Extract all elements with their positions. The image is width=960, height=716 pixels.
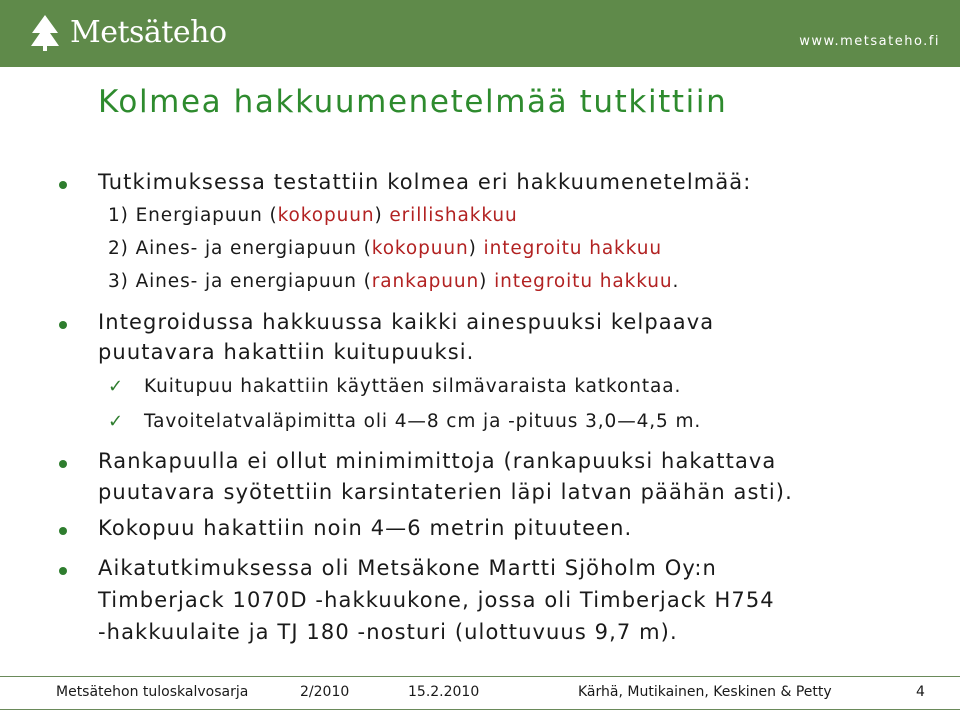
bullet-icon	[59, 181, 67, 189]
bullet-icon	[59, 321, 67, 329]
method-item-1: 1) Energiapuun (kokopuun) erillishakkuu	[108, 205, 518, 226]
footer-series: Metsätehon tuloskalvosarja	[56, 684, 249, 700]
header-bar	[0, 0, 960, 67]
checkmark-icon: ✓	[108, 411, 124, 432]
bullet-icon	[59, 527, 67, 535]
study-text-1: Aikatutkimuksessa oli Metsäkone Martti Sjöholm Oy:n	[98, 556, 717, 580]
website-link[interactable]: www.metsateho.fi	[799, 34, 940, 49]
kokopuu-text: Kokopuu hakattiin noin 4—6 metrin pituuteen.	[98, 516, 633, 540]
study-text-3: -hakkuulaite ja TJ 180 -nosturi (ulottuvuus 9,7 m).	[98, 620, 678, 644]
intro-text: Tutkimuksessa testattiin kolmea eri hakkuumenetelmää:	[98, 170, 752, 194]
footer-date: 15.2.2010	[408, 684, 480, 700]
page-title: Kolmea hakkuumenetelmää tutkittiin	[98, 84, 728, 120]
bullet-icon	[59, 567, 67, 575]
method-item-2: 2) Aines- ja energiapuun (kokopuun) integroitu hakkuu	[108, 238, 662, 259]
logo	[28, 12, 227, 52]
footer-authors: Kärhä, Mutikainen, Keskinen & Petty	[578, 684, 832, 700]
check-item-2: Tavoitelatvaläpimitta oli 4—8 cm ja -pituus 3,0—4,5 m.	[144, 411, 702, 432]
footer	[0, 676, 960, 710]
footer-number: 2/2010	[300, 684, 350, 700]
rankapuu-text-2: puutavara syötettiin karsintaterien läpi latvan päähän asti).	[98, 480, 793, 504]
rankapuu-text-1: Rankapuulla ei ollut minimimittoja (rankapuuksi hakattava	[98, 449, 777, 473]
method-item-3: 3) Aines- ja energiapuun (rankapuun) integroitu hakkuu.	[108, 271, 680, 292]
checkmark-icon: ✓	[108, 376, 124, 397]
check-item-1: Kuitupuu hakattiin käyttäen silmävaraista katkontaa.	[144, 376, 682, 397]
integrated-text-2: puutavara hakattiin kuitupuuksi.	[98, 340, 475, 364]
tree-icon	[28, 13, 62, 51]
bullet-icon	[59, 460, 67, 468]
integrated-text-1: Integroidussa hakkuussa kaikki ainespuuksi kelpaava	[98, 310, 715, 334]
footer-page-number: 4	[916, 684, 925, 700]
study-text-2: Timberjack 1070D -hakkuukone, jossa oli Timberjack H754	[98, 588, 775, 612]
logo-text: Metsäteho	[70, 14, 227, 50]
